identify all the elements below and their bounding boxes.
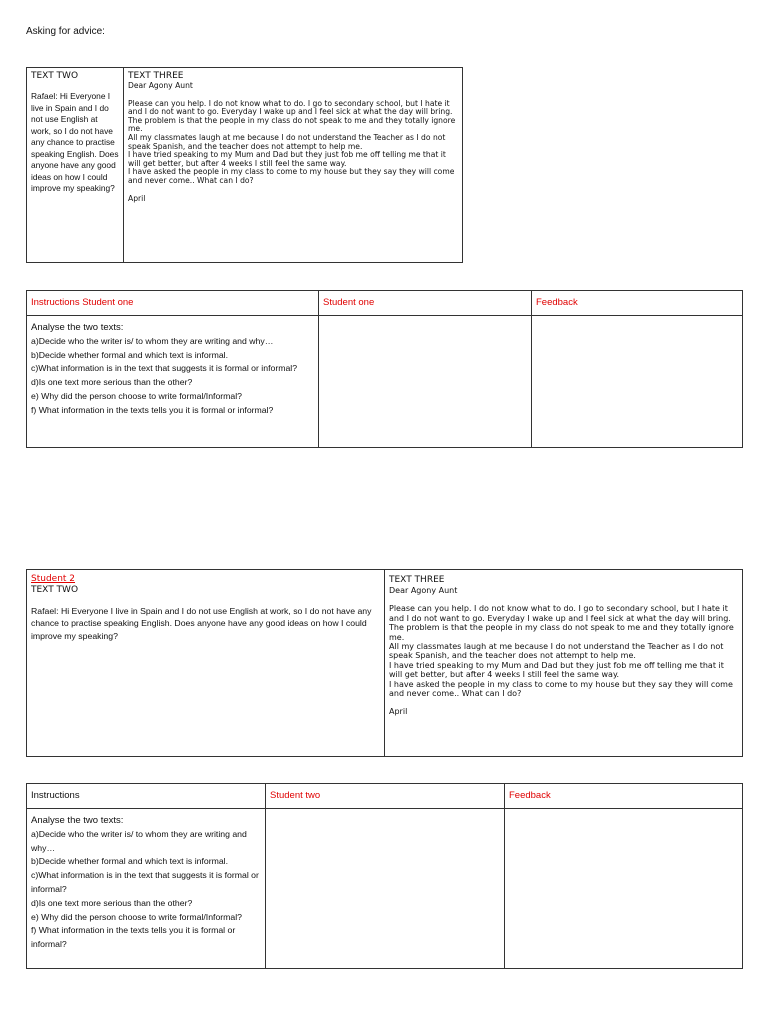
texts-table-one [26,67,463,263]
text-two-body: Rafael: Hi Everyone I live in Spain and I do not use English at work, so I do not have any chance to practise speaking English. Does anyone have any good ideas on how I could improve my speaking? [31,91,119,193]
instructions-header-two: Instructions [27,784,266,809]
student-two-header: Student two [266,784,505,809]
student-one-header: Student one [319,291,532,316]
text-three-body: Please can you help. I do not know what to do. I go to secondary school, but I hate it and I do not want to go. Everyday I wake up and I feel sick at what the day will bring. The problem is that the people in my class do not speak to me and they totally ignore me. All my classmates laugh at me because I do not understand the Teacher as I do not speak Spanish, and the teacher does not attempt to help me. I have tried speaking to my Mum and Dad but they just fob me off telling me that it will get better, but after 4 weeks I still feel the same way. I have asked the people in my class to come to my house but they say they will come and never come.. What can I do? [128,98,456,185]
instructions-list-two [31,828,261,952]
instructions-list [31,335,314,418]
feedback-answer-cell-two[interactable] [505,809,743,969]
text-two-cell [27,68,124,263]
instructions-cell-two [27,809,266,969]
student2-text-two-cell [27,570,385,757]
student2-text-three-title: TEXT THREE [389,575,445,585]
instructions-table-one [26,290,743,448]
instructions-header: Instructions Student one [27,291,319,316]
list-item: e) Why did the person choose to write formal/Informal? [31,390,243,401]
student-two-answer-cell[interactable] [266,809,505,969]
student-one-answer-cell[interactable] [319,316,532,448]
instructions-title-two: Analyse the two texts: [31,815,124,826]
instructions-table-two [26,783,743,969]
list-item: f) What information in the texts tells you it is formal or informal? [31,404,274,415]
text-three-signoff: April [128,193,146,203]
text-two-title: TEXT TWO [31,71,79,81]
feedback-header-two: Feedback [505,784,743,809]
student2-text-two-body: Rafael: Hi Everyone I live in Spain and I do not use English at work, so I do not have any chance to practise speaking English. Does anyone have any good ideas on how I could improve my speaking? [31,606,372,641]
texts-table-two [26,569,743,757]
list-item: b)Decide whether formal and which text is informal. [31,856,229,867]
list-item: d)Is one text more serious than the other? [31,377,193,388]
list-item: f) What information in the texts tells you it is formal or informal? [31,925,236,950]
text-three-cell [124,68,463,263]
student2-text-three-cell [385,570,743,757]
list-item: e) Why did the person choose to write formal/Informal? [31,911,243,922]
instructions-title: Analyse the two texts: [31,322,124,333]
list-item: c)What information is in the text that suggests it is formal or informal? [31,870,259,894]
student2-text-three-signoff: April [389,707,408,717]
text-three-title: TEXT THREE [128,71,184,81]
list-item: a)Decide who the writer is/ to whom they are writing and why… [31,335,274,346]
list-item: d)Is one text more serious than the other? [31,897,193,908]
feedback-header: Feedback [532,291,743,316]
instructions-cell [27,316,319,448]
student2-text-two-title: TEXT TWO [31,585,79,595]
student2-text-three-body: Please can you help. I do not know what to do. I go to secondary school, but I hate it and I do not want to go. Everyday I wake up and I feel sick at what the day will bring. The problem is that the people in my class do not speak to me and they totally ignore me. All my classmates laugh at me because I do not understand the Teacher as I do not speak Spanish, and the teacher does not attempt to help me. I have tried speaking to my Mum and Dad but they just fob me off telling me that it will get better, but after 4 weeks I still feel the same way. I have asked the people in my class to come to my house but they say they will come and never come.. What can I do? [389,604,734,699]
page-heading: Asking for advice: [26,26,105,37]
feedback-answer-cell[interactable] [532,316,743,448]
list-item: b)Decide whether formal and which text is informal. [31,349,229,360]
text-three-greeting: Dear Agony Aunt [128,81,193,90]
list-item: a)Decide who the writer is/ to whom they are writing and why… [31,828,247,853]
student-2-label: Student 2 [31,574,76,584]
student2-text-three-greeting: Dear Agony Aunt [389,586,458,595]
list-item: c)What information is in the text that suggests it is formal or informal? [31,363,298,374]
